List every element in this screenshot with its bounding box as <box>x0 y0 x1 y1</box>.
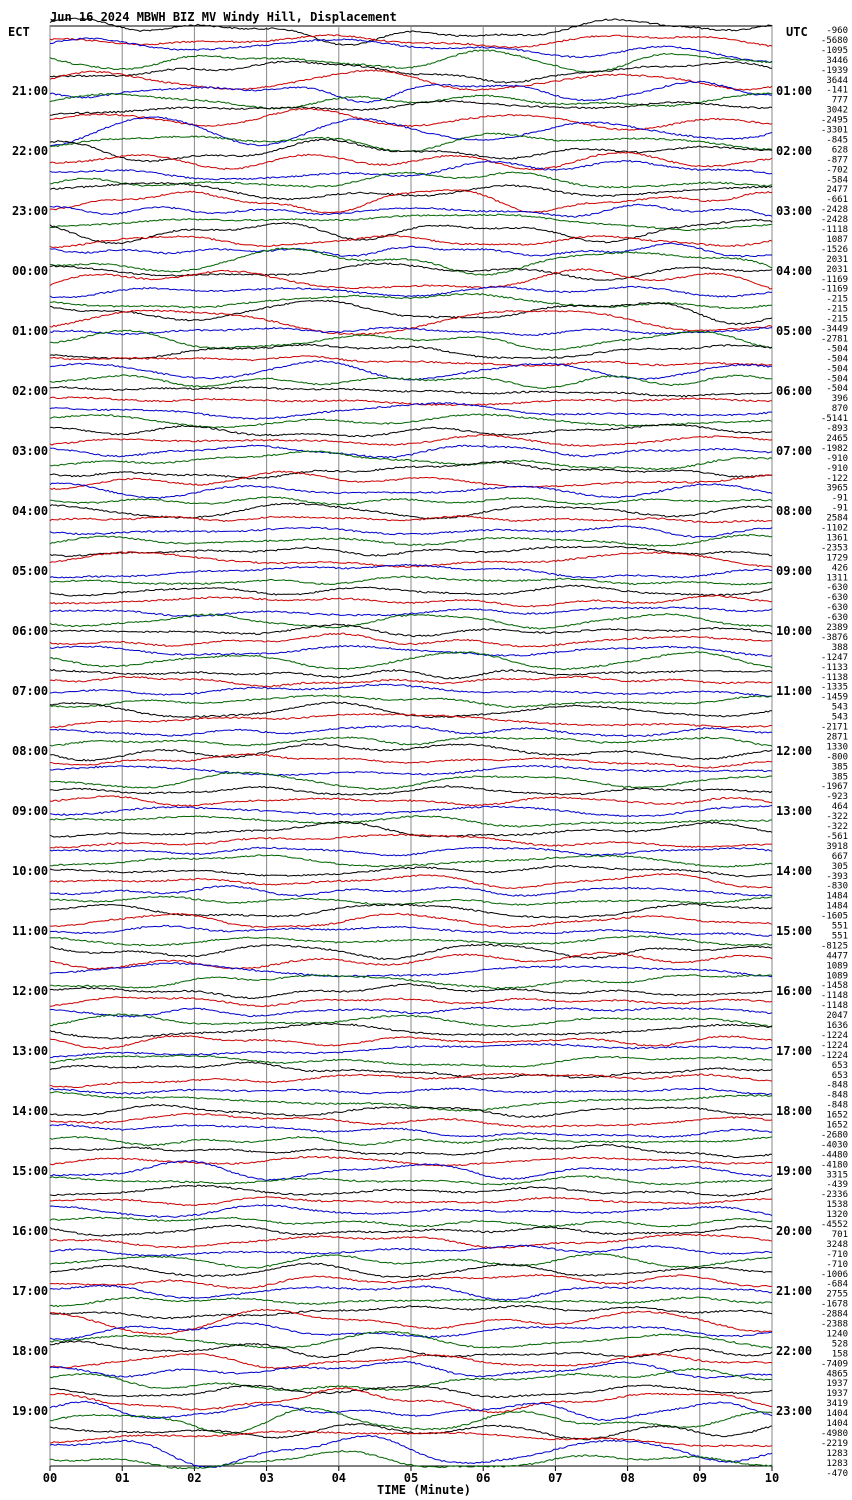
trace-offset: 1729 <box>826 553 848 564</box>
trace-offset: 1636 <box>826 1021 848 1031</box>
x-tick-label-05: 05 <box>403 1471 419 1485</box>
trace-offset: -1148 <box>820 991 848 1002</box>
right-hour-label: 16:00 <box>776 984 813 998</box>
trace-offset: 2047 <box>826 1011 848 1022</box>
trace-offset: 2755 <box>826 1289 848 1300</box>
trace-offset: -393 <box>826 871 848 882</box>
trace-offset: -800 <box>826 752 848 763</box>
trace-offset: -215 <box>826 304 848 315</box>
right-hour-label: 22:00 <box>776 1344 813 1358</box>
trace-offset: 1240 <box>826 1329 848 1340</box>
trace-offset: 701 <box>831 1229 848 1240</box>
trace-offset: -877 <box>826 155 848 166</box>
trace-offset: 385 <box>831 762 848 773</box>
trace-offset: 1937 <box>826 1379 848 1390</box>
trace-offset: -848 <box>826 1090 848 1101</box>
trace-offset-labels <box>821 26 848 1479</box>
trace-offset: -7409 <box>820 1359 848 1370</box>
trace-offset: 1283 <box>826 1448 848 1459</box>
trace-offset: -923 <box>826 792 848 803</box>
trace-offset: -684 <box>826 1279 848 1290</box>
trace-offset: -561 <box>826 831 848 842</box>
left-hour-label: 10:00 <box>12 864 49 878</box>
trace-offset: 1937 <box>826 1389 848 1400</box>
trace-offset: -710 <box>826 1249 848 1260</box>
right-hour-labels <box>776 84 812 1418</box>
trace-offset: -1247 <box>820 652 848 663</box>
trace-offset: -2428 <box>820 205 848 216</box>
left-hour-label: 15:00 <box>12 1164 49 1178</box>
x-tick-label-03: 03 <box>259 1471 274 1485</box>
chart-title: Jun 16 2024 MBWH BIZ MV Windy Hill, Displacement <box>50 10 397 24</box>
right-hour-label: 06:00 <box>776 384 813 398</box>
trace-offset: 4477 <box>826 951 848 962</box>
left-hour-label: 22:00 <box>12 144 49 158</box>
trace-offset: -2781 <box>820 334 848 345</box>
right-hour-label: 05:00 <box>776 324 813 338</box>
right-hour-label: 14:00 <box>776 864 813 878</box>
left-hour-label: 19:00 <box>12 1404 49 1418</box>
trace-offset: 653 <box>831 1060 848 1071</box>
trace-offset: 2031 <box>826 254 848 265</box>
right-hour-label: 18:00 <box>776 1104 813 1118</box>
left-hour-label: 05:00 <box>12 564 49 578</box>
trace-offset: 1087 <box>826 234 848 245</box>
left-hour-label: 06:00 <box>12 624 49 638</box>
trace-offset: -1133 <box>820 662 848 673</box>
trace-offset: 3248 <box>826 1239 848 1250</box>
trace-offset: 1652 <box>826 1110 848 1121</box>
trace-offset: -3449 <box>820 324 848 335</box>
trace-offset: 158 <box>831 1349 848 1360</box>
left-hour-label: 07:00 <box>12 684 49 698</box>
right-hour-label: 20:00 <box>776 1224 813 1238</box>
trace-offset: -893 <box>826 424 848 434</box>
trace-offset: -4480 <box>820 1150 848 1161</box>
trace-offset: 3644 <box>826 75 848 86</box>
trace-offset: 551 <box>831 921 848 932</box>
trace-offset: -1224 <box>820 1030 848 1041</box>
right-hour-label: 12:00 <box>776 744 813 758</box>
trace-offset: 543 <box>831 702 848 713</box>
left-hour-label: 01:00 <box>12 324 49 338</box>
trace-offset: 1404 <box>826 1409 848 1420</box>
left-hour-labels <box>12 84 48 1418</box>
trace-offset: 1283 <box>826 1458 848 1469</box>
trace-offset: -910 <box>826 453 848 464</box>
trace-offset: 870 <box>831 404 848 415</box>
trace-offset: 667 <box>831 851 848 862</box>
trace-offset: 464 <box>831 802 848 813</box>
trace-offset: -470 <box>826 1468 848 1479</box>
trace-offset: -910 <box>826 463 848 474</box>
right-hour-label: 01:00 <box>776 84 813 98</box>
x-tick-label-09: 09 <box>692 1471 708 1485</box>
trace-offset: -845 <box>826 135 848 146</box>
trace-offset: -630 <box>826 583 848 594</box>
trace-offset: 653 <box>831 1070 848 1081</box>
trace-offset: 3419 <box>826 1399 848 1410</box>
left-axis-label: ECT <box>8 25 30 39</box>
trace-offset: -2495 <box>820 115 848 126</box>
trace-offset: 3042 <box>826 105 848 116</box>
trace-offset: 426 <box>831 563 848 574</box>
x-tick-label-01: 01 <box>114 1471 130 1485</box>
trace-offset: -215 <box>826 294 848 305</box>
trace-offset: 1311 <box>826 573 848 584</box>
left-hour-label: 02:00 <box>12 384 49 398</box>
trace-offset: -1102 <box>820 523 848 534</box>
x-tick-label-02: 02 <box>187 1471 202 1485</box>
x-tick-label-10: 10 <box>764 1471 780 1485</box>
trace-offset: -1458 <box>820 981 848 992</box>
trace-offset: 2465 <box>826 433 848 444</box>
trace-offset: -1169 <box>820 284 848 295</box>
trace-offset: 528 <box>831 1339 848 1350</box>
trace-offset: 543 <box>831 712 848 723</box>
trace-offset: -830 <box>826 881 848 892</box>
trace-offset: -848 <box>826 1100 848 1111</box>
trace-offset: 2389 <box>826 623 848 633</box>
trace-offset: -1526 <box>820 244 848 255</box>
left-hour-label: 13:00 <box>12 1044 49 1058</box>
x-tick-label-08: 08 <box>620 1471 635 1485</box>
trace-offset: -1169 <box>820 274 848 285</box>
left-hour-label: 09:00 <box>12 804 49 818</box>
trace-offset: 3918 <box>826 841 848 852</box>
trace-offset: 2031 <box>826 264 848 275</box>
trace-offset: -91 <box>831 493 848 504</box>
left-hour-label: 00:00 <box>12 264 49 278</box>
trace-offset: -439 <box>826 1180 848 1191</box>
right-hour-label: 11:00 <box>776 684 813 698</box>
left-hour-label: 14:00 <box>12 1104 49 1118</box>
trace-offset: -215 <box>826 314 848 325</box>
trace-offset: 388 <box>831 642 848 653</box>
right-hour-label: 13:00 <box>776 804 813 818</box>
right-hour-label: 15:00 <box>776 924 813 938</box>
trace-offset: 628 <box>831 145 848 156</box>
trace-offset: -702 <box>826 165 848 176</box>
trace-offset: 1361 <box>826 533 848 544</box>
left-hour-label: 12:00 <box>12 984 49 998</box>
x-tick-label-07: 07 <box>548 1471 563 1485</box>
left-hour-label: 04:00 <box>12 504 49 518</box>
trace-offset: 1538 <box>826 1200 848 1211</box>
trace-offset: 4865 <box>826 1369 848 1380</box>
trace-offset: -504 <box>826 374 848 385</box>
trace-offset: 1089 <box>826 961 848 972</box>
right-hour-label: 03:00 <box>776 204 813 218</box>
trace-offset: -2171 <box>820 722 848 733</box>
trace-offset: 3315 <box>826 1170 848 1181</box>
trace-offset: -630 <box>826 613 848 624</box>
trace-offset: 1404 <box>826 1419 848 1429</box>
trace-offset: 1484 <box>826 891 848 902</box>
trace-offset: 1652 <box>826 1120 848 1131</box>
trace-offset: -2336 <box>820 1190 848 1201</box>
trace-offset: -1967 <box>820 782 848 793</box>
trace-offset: -710 <box>826 1259 848 1270</box>
right-hour-label: 21:00 <box>776 1284 813 1298</box>
left-hour-label: 08:00 <box>12 744 49 758</box>
trace-offset: -4180 <box>820 1160 848 1171</box>
x-tick-label-00: 00 <box>42 1471 58 1485</box>
trace-offset: 3965 <box>826 483 848 494</box>
trace-offset: -630 <box>826 593 848 604</box>
trace-offset: -91 <box>831 503 848 514</box>
trace-offset: 305 <box>831 861 848 872</box>
trace-offset: -1939 <box>820 65 848 76</box>
x-tick-label-04: 04 <box>331 1471 347 1485</box>
left-hour-label: 21:00 <box>12 84 49 98</box>
trace-offset: 2584 <box>826 513 848 524</box>
trace-offset: -2680 <box>820 1130 848 1141</box>
trace-offset: -504 <box>826 364 848 375</box>
trace-offset: -5141 <box>820 414 848 425</box>
trace-offset: -504 <box>826 354 848 365</box>
trace-offset: -5680 <box>820 35 848 46</box>
left-hour-label: 18:00 <box>12 1344 49 1358</box>
right-hour-label: 04:00 <box>776 264 813 278</box>
trace-offset: -2388 <box>820 1319 848 1330</box>
trace-offset: -848 <box>826 1080 848 1091</box>
x-axis-label: TIME (Minute) <box>377 1483 471 1497</box>
left-hour-label: 03:00 <box>12 444 49 458</box>
trace-offset: -322 <box>826 822 848 832</box>
trace-offset: 3446 <box>826 55 848 66</box>
left-hour-label: 16:00 <box>12 1224 49 1238</box>
trace-offset: -1982 <box>820 443 848 454</box>
trace-offset: 777 <box>831 95 848 106</box>
right-axis-label: UTC <box>786 25 808 39</box>
trace-offset: -2353 <box>820 543 848 554</box>
trace-offset: 1320 <box>826 1210 848 1221</box>
trace-offset: -960 <box>826 26 848 36</box>
right-hour-label: 17:00 <box>776 1044 813 1058</box>
trace-offset: 1484 <box>826 901 848 912</box>
trace-offset: 551 <box>831 931 848 942</box>
right-hour-label: 02:00 <box>776 144 813 158</box>
trace-offset: -322 <box>826 812 848 823</box>
trace-offset: -661 <box>826 195 848 206</box>
right-hour-label: 07:00 <box>776 444 813 458</box>
trace-offset: -1224 <box>820 1050 848 1061</box>
trace-offset: 1089 <box>826 971 848 982</box>
trace-offset: -1459 <box>820 692 848 703</box>
trace-offset: -504 <box>826 384 848 395</box>
trace-offset: -1605 <box>820 911 848 922</box>
right-hour-label: 19:00 <box>776 1164 813 1178</box>
right-hour-label: 23:00 <box>776 1404 813 1418</box>
trace-offset: 396 <box>831 394 848 405</box>
trace-offset: -1118 <box>820 225 848 235</box>
trace-offset: -141 <box>826 85 848 96</box>
trace-offset: -1148 <box>820 1001 848 1012</box>
trace-offset: -4552 <box>820 1220 848 1230</box>
right-hour-label: 10:00 <box>776 624 813 638</box>
left-hour-label: 11:00 <box>12 924 49 938</box>
trace-offset: -3876 <box>820 632 848 643</box>
trace-offset: -3301 <box>820 125 848 136</box>
trace-offset: -2884 <box>820 1309 848 1320</box>
trace-offset: 2871 <box>826 732 848 743</box>
right-hour-label: 09:00 <box>776 564 813 578</box>
trace-offset: 385 <box>831 772 848 783</box>
trace-offset: -504 <box>826 344 848 355</box>
trace-offset: -630 <box>826 603 848 614</box>
trace-offset: -1224 <box>820 1040 848 1051</box>
trace-offset: -1095 <box>820 45 848 56</box>
trace-offset: 2477 <box>826 185 848 196</box>
trace-offset: -2219 <box>820 1438 848 1449</box>
trace-offset: -1006 <box>820 1269 848 1280</box>
right-hour-label: 08:00 <box>776 504 813 518</box>
trace-offset: -1138 <box>820 672 848 683</box>
trace-offset: 1330 <box>826 742 848 753</box>
trace-offset: -122 <box>826 473 848 484</box>
trace-offset: -8125 <box>820 941 848 952</box>
trace-offset: -1335 <box>820 682 848 693</box>
left-hour-label: 23:00 <box>12 204 49 218</box>
trace-offset: -1678 <box>820 1299 848 1310</box>
trace-offset: -2428 <box>820 215 848 226</box>
left-hour-label: 17:00 <box>12 1284 49 1298</box>
trace-offset: -4030 <box>820 1140 848 1151</box>
x-tick-label-06: 06 <box>475 1471 491 1485</box>
trace-offset: -584 <box>826 175 848 186</box>
trace-offset: -4980 <box>820 1428 848 1439</box>
